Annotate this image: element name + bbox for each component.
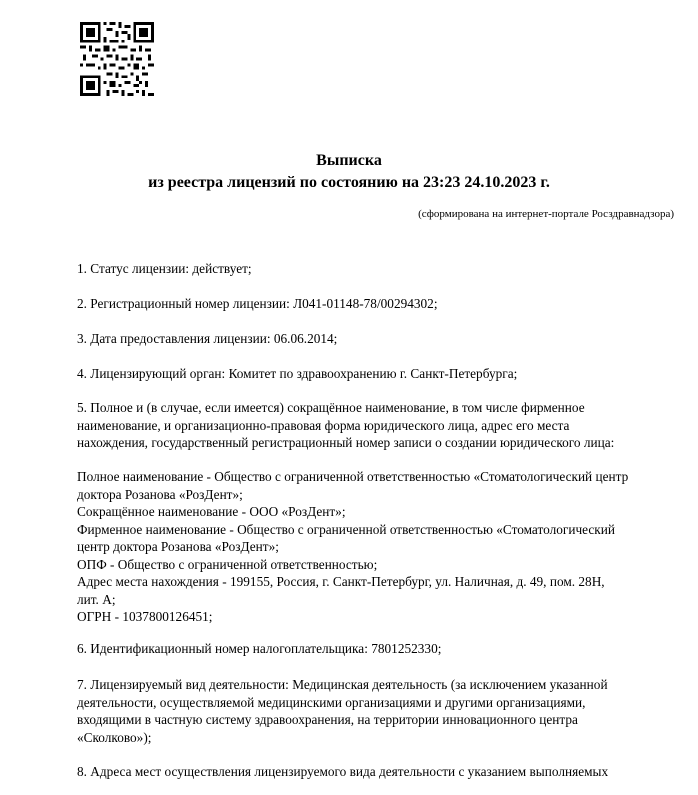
text-line: 7. Лицензируемый вид деятельности: Медицинская деятельность (за исключением указанной <box>77 677 608 692</box>
text-line: Фирменное наименование - Общество с ограниченной ответственностью «Стоматологический <box>77 521 615 537</box>
document-subtitle: из реестра лицензий по состоянию на 23:23 24.10.2023 г. <box>148 174 550 191</box>
text-line: доктора Розанова «РозДент»; <box>77 486 243 502</box>
text-line: входящими в частную систему здравоохранения, на территории инновационного центра <box>77 712 578 727</box>
text-line: Сокращённое наименование - ООО «РозДент»; <box>77 504 346 519</box>
source-note: (сформирована на интернет-портале Росздравнадзора) <box>418 208 674 220</box>
text-line: нахождения, государственный регистрационный номер записи о создании юридического лица: <box>77 435 615 450</box>
qr-code-icon <box>80 22 154 96</box>
text-line: Полное наименование - Общество с ограниченной ответственностью «Стоматологический центр <box>77 469 629 484</box>
item-taxpayer-id: 6. Идентификационный номер налогоплательщика: 7801252330; <box>77 641 442 656</box>
document-title: Выписка <box>316 152 382 169</box>
item-license-status: 1. Статус лицензии: действует; <box>77 261 252 276</box>
text-line: центр доктора Розанова «РозДент»; <box>77 539 279 554</box>
text-line: Адрес места нахождения - 199155, Россия, г. Санкт-Петербург, ул. Наличная, д. 49, пом. 28Н, <box>77 574 605 589</box>
text-line: деятельности, осуществляемой медицинскими организациями и другими организациями, <box>77 694 586 710</box>
item-activity-addresses: 8. Адреса мест осуществления лицензируемого вида деятельности с указанием выполняемых <box>77 764 609 779</box>
text-line: лит. А; <box>77 591 116 607</box>
item-organization-name-heading <box>77 399 667 452</box>
organization-details <box>77 468 667 626</box>
text-line: 5. Полное и (в случае, если имеется) сокращённое наименование, в том числе фирменное <box>77 400 585 415</box>
text-line: ОПФ - Общество с ограниченной ответственностью; <box>77 556 378 572</box>
item-grant-date: 3. Дата предоставления лицензии: 06.06.2014; <box>77 331 338 346</box>
item-registration-number: 2. Регистрационный номер лицензии: Л041-01148-78/00294302; <box>77 296 438 311</box>
item-licensed-activity <box>77 676 667 746</box>
text-line: наименование, и организационно-правовая форма юридического лица, адрес его места <box>77 417 570 433</box>
text-line: ОГРН - 1037800126451; <box>77 609 213 624</box>
item-licensing-body: 4. Лицензирующий орган: Комитет по здравоохранению г. Санкт-Петербурга; <box>77 366 518 381</box>
text-line: «Сколково»); <box>77 729 152 745</box>
